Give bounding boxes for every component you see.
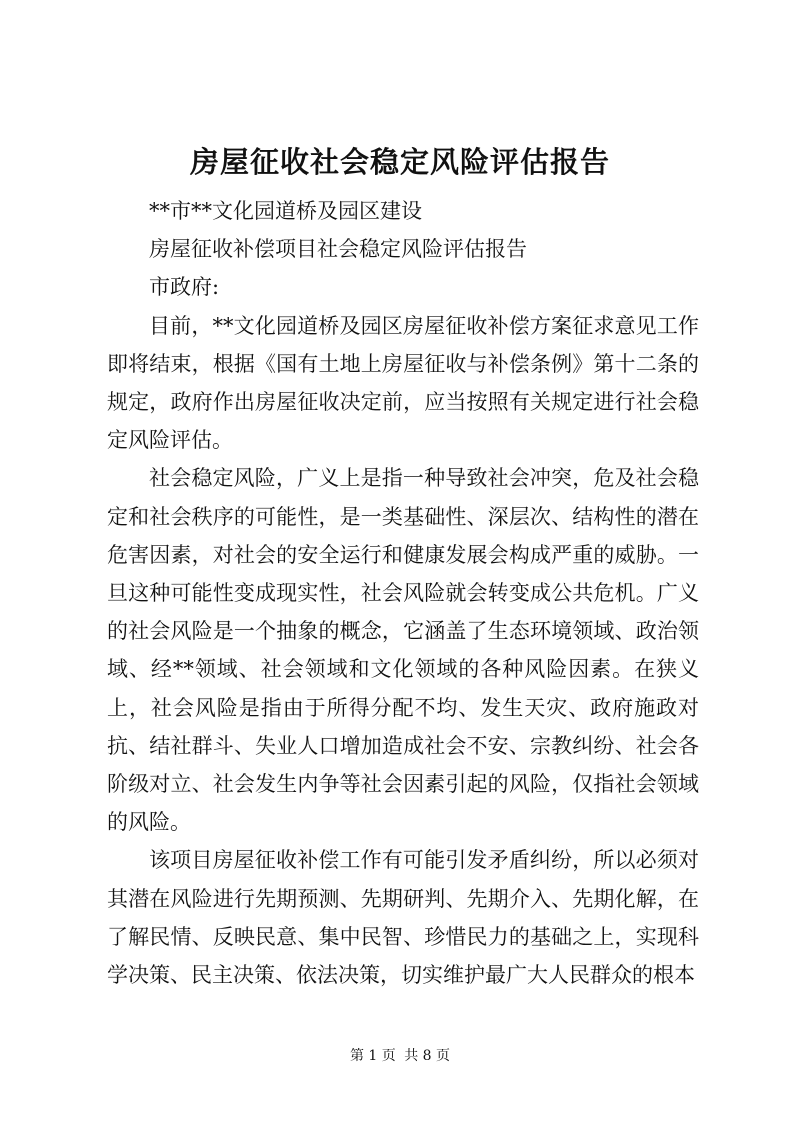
page-number: 第 1 页 bbox=[349, 1048, 396, 1064]
subtitle-line-1: **市**文化园道桥及园区建设 bbox=[149, 199, 422, 223]
document-title: 房屋征收社会稳定风险评估报告 bbox=[189, 145, 610, 179]
paragraph-intro: 目前，**文化园道桥及园区房屋征收补偿方案征求意见工作即将结束，根据《国有土地上房屋征收与补偿条例》第十二条的规定，政府作出房屋征收决定前，应当按照有关规定进行社会稳定风险评估。 bbox=[107, 313, 699, 453]
salutation: 市政府: bbox=[149, 275, 220, 300]
document-body bbox=[107, 192, 699, 994]
paragraph-definition: 社会稳定风险，广义上是指一种导致社会冲突，危及社会稳定和社会秩序的可能性，是一类基础性、深层次、结构性的潜在危害因素，对社会的安全运行和健康发展会构成严重的威胁。一旦这种可能性变成现实性，社会风险就会转变成公共危机。广义的社会风险是一个抽象的概念，它涵盖了生态环境领域、政治领域、经**领域、社会领域和文化领域的各种风险因素。在狭义上，社会风险是指由于所得分配不均、发生天灾、政府施政对抗、结社群斗、失业人口增加造成社会不安、宗教纠纷、社会各阶级对立、社会发生内争等社会因素引起的风险，仅指社会领域的风险。 bbox=[107, 466, 699, 835]
paragraph-project: 该项目房屋征收补偿工作有可能引发矛盾纠纷，所以必须对其潜在风险进行先期预测、先期研判、先期介入、先期化解，在了解民情、反映民意、集中民智、珍惜民力的基础之上，实现科学决策、民主决策、依法决策，切实维护最广大人民群众的根本 bbox=[107, 848, 699, 988]
subtitle-line-2: 房屋征收补偿项目社会稳定风险评估报告 bbox=[149, 237, 527, 262]
total-pages: 共 8 页 bbox=[404, 1048, 451, 1064]
page-footer bbox=[0, 1046, 800, 1066]
